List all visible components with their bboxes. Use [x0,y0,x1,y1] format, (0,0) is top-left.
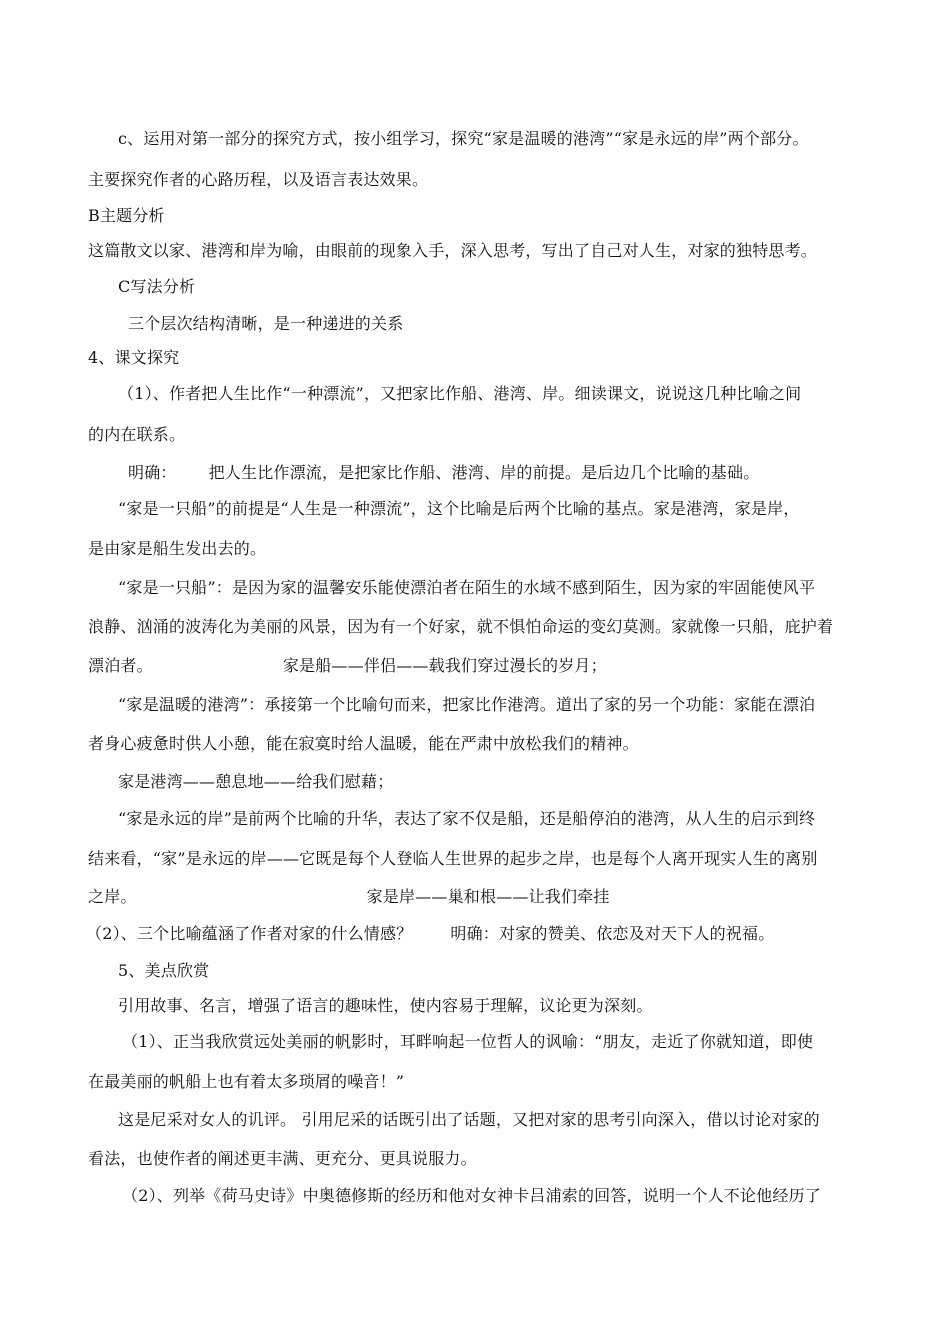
text-line: 在最美丽的帆船上也有着太多琐屑的噪音！” [88,1072,405,1091]
text-line: c、运用对第一部分的探究方式，按小组学习，探究“家是温暖的港湾”“家是永远的岸”两个部分。 [118,129,809,148]
text-segment: 漂泊者。 [88,656,153,675]
text-line: （2）、列举《荷马史诗》中奥德修斯的经历和他对女神卡吕浦索的回答，说明一个人不论他经历了 [122,1186,821,1205]
section-heading: 5、美点欣赏 [118,961,210,980]
text-line: “家是一只船”：是因为家的温馨安乐能使漂泊者在陌生的水域不感到陌生，因为家的牢固能使风平 [118,578,816,597]
text-line: 结来看，“家”是永远的岸——它既是每个人登临人生世界的起步之岸，也是每个人离开现实人生的离别 [88,849,818,868]
text-line: 三个层次结构清晰，是一种递进的关系 [128,314,404,333]
section-heading: C写法分析 [118,277,196,296]
summary-text: 家是船——伴侣——载我们穿过漫长的岁月； [282,656,607,675]
section-heading: 4、课文探究 [88,348,180,367]
answer-text: 把人生比作漂流，是把家比作船、港湾、岸的前提。是后边几个比喻的基础。 [208,463,760,482]
answer-text: 明确：对家的赞美、依恋及对天下人的祝福。 [450,924,775,943]
text-line [86,923,876,945]
text-line: 看法，也使作者的阐述更丰满、更充分、更具说服力。 [88,1149,477,1168]
text-line: “家是永远的岸”是前两个比喻的升华，表达了家不仅是船，还是船停泊的港湾，从人生的启示到终 [118,809,816,828]
text-line: 主要探究作者的心路历程，以及语言表达效果。 [88,170,429,189]
answer-label: 明确： [128,463,177,482]
text-line: 这是尼采对女人的讥评。 引用尼采的话既引出了话题，又把对家的思考引向深入，借以讨论对家的 [118,1110,820,1129]
text-line: （1）、正当我欣赏远处美丽的帆影时，耳畔响起一位哲人的讽喻：“朋友，走近了你就知道，即使 [122,1032,814,1051]
section-heading: B主题分析 [88,206,165,225]
text-segment: 之岸。 [88,887,137,906]
text-line: 者身心疲惫时供人小憩，能在寂寞时给人温暖，能在严肃中放松我们的精神。 [88,734,639,753]
summary-text: 家是港湾——憩息地——给我们慰藉； [118,772,394,791]
text-line: 浪静、汹涌的波涛化为美丽的风景，因为有一个好家，就不惧怕命运的变幻莫测。家就像一只船，庇护着 [88,617,834,636]
text-line [128,462,918,484]
text-line: 引用故事、名言，增强了语言的趣味性，使内容易于理解，议论更为深刻。 [118,996,653,1015]
text-line: 的内在联系。 [88,425,186,444]
text-line: （1）、作者把人生比作“一种漂流”，又把家比作船、港湾、岸。细读课文，说说这几种比喻之间 [118,384,802,403]
text-line [88,886,878,908]
text-line: “家是温暖的港湾”：承接第一个比喻句而来，把家比作港湾。道出了家的另一个功能：家能在漂泊 [118,695,816,714]
text-line [88,655,878,677]
question-text: （2）、三个比喻蕴涵了作者对家的什么情感？ [86,924,413,943]
text-line: “家是一只船”的前提是“人生是一种漂流”，这个比喻是后两个比喻的基点。家是港湾，家是岸， [118,499,800,518]
summary-text: 家是岸——巢和根——让我们牵挂 [366,887,610,906]
text-line: 是由家是船生发出去的。 [88,539,267,558]
text-line: 这篇散文以家、港湾和岸为喻，由眼前的现象入手，深入思考，写出了自己对人生，对家的独特思考。 [88,241,818,260]
